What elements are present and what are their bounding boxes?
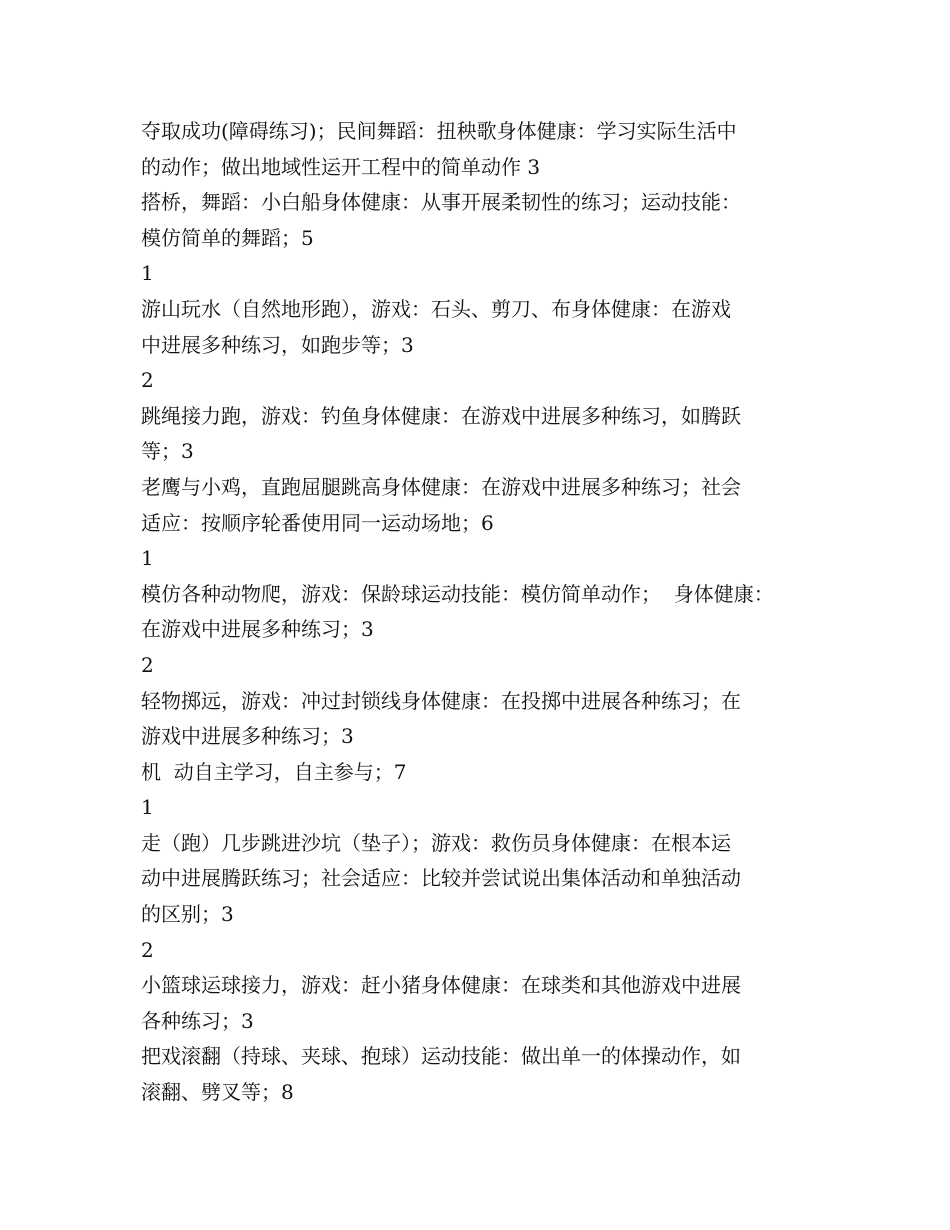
- text-line: 2: [141, 937, 154, 962]
- text-line: 把戏滚翻（持球、夹球、抱球）运动技能：做出单一的体操动作，如: [141, 1044, 741, 1069]
- document-body: [141, 114, 831, 1111]
- text-line: 跳绳接力跑，游戏：钓鱼身体健康：在游戏中进展多种练习，如腾跃: [141, 403, 741, 428]
- text-line: 在游戏中进展多种练习；3: [141, 617, 374, 642]
- text-line: 中进展多种练习，如跑步等；3: [141, 332, 414, 357]
- text-line: 的动作；做出地域性运开工程中的简单动作 3: [141, 154, 541, 179]
- text-line: 等；3: [141, 439, 194, 464]
- text-line: 游山玩水（自然地形跑），游戏：石头、剪刀、布身体健康：在游戏: [141, 296, 731, 321]
- text-line: 游戏中进展多种练习；3: [141, 724, 354, 749]
- text-line: 滚翻、劈叉等；8: [141, 1080, 294, 1105]
- text-line: 1: [141, 795, 154, 820]
- text-line: 1: [141, 546, 154, 571]
- text-line: 的区别；3: [141, 902, 234, 927]
- text-line: 夺取成功(障碍练习)；民间舞蹈：扭秧歌身体健康：学习实际生活中: [141, 119, 737, 143]
- text-line: 动中进展腾跃练习；社会适应：比较并尝试说出集体活动和单独活动: [141, 866, 741, 891]
- text-line: 机 动自主学习，自主参与；7: [141, 759, 407, 784]
- text-line: 2: [141, 368, 154, 393]
- text-line: 2: [141, 652, 154, 677]
- text-line: 1: [141, 261, 154, 286]
- text-line: 模仿简单的舞蹈；5: [141, 225, 314, 250]
- text-line: 模仿各种动物爬，游戏：保龄球运动技能：模仿简单动作； 身体健康：: [141, 581, 774, 606]
- text-line: 搭桥，舞蹈：小白船身体健康：从事开展柔韧性的练习；运动技能：: [141, 190, 741, 215]
- text-line: 老鹰与小鸡，直跑屈腿跳高身体健康：在游戏中进展多种练习；社会: [141, 474, 741, 499]
- text-line: 小篮球运球接力，游戏：赶小猪身体健康：在球类和其他游戏中进展: [141, 973, 741, 998]
- text-line: 适应：按顺序轮番使用同一运动场地；6: [141, 510, 494, 535]
- text-line: 轻物掷远，游戏：冲过封锁线身体健康：在投掷中进展各种练习；在: [141, 688, 741, 713]
- text-line: 各种练习；3: [141, 1008, 254, 1033]
- text-line: 走（跑）几步跳进沙坑（垫子）；游戏：救伤员身体健康：在根本运: [141, 830, 731, 855]
